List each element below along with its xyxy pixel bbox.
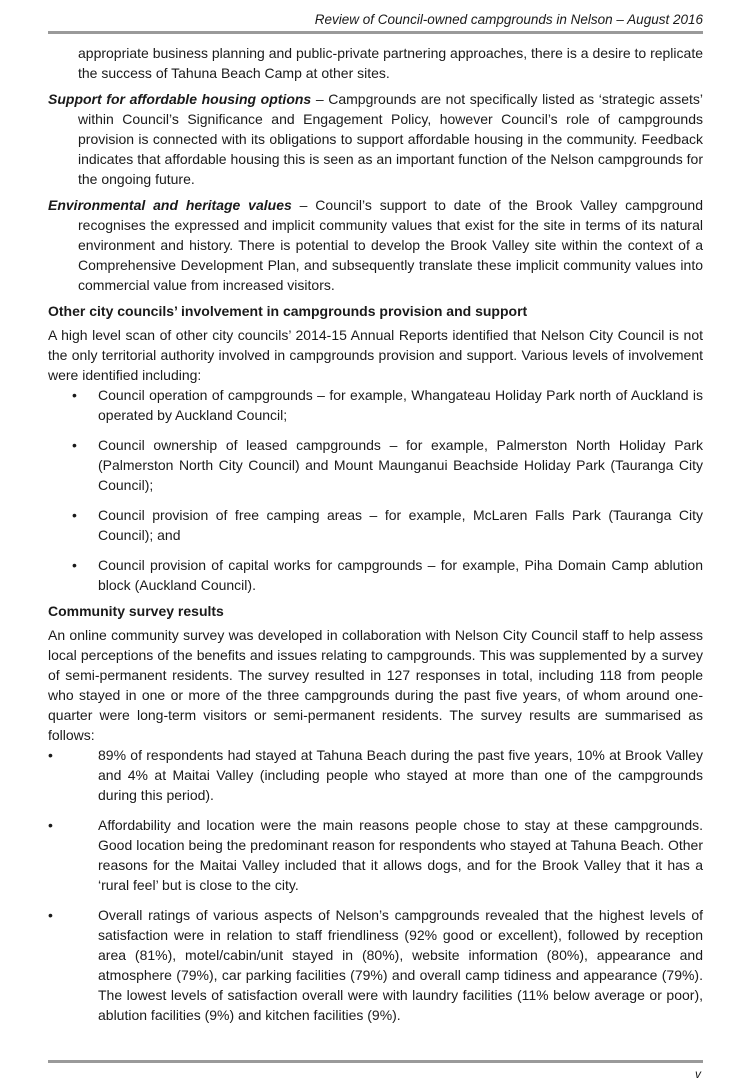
bullet-icon: • bbox=[48, 817, 53, 833]
intro-continuation: appropriate business planning and public-private partnering approaches, there is a desire to replicate the success of Tahuna Beach Camp at other sites. bbox=[78, 45, 703, 81]
item-text: – Council’s support to date of the Brook Valley campground recognises the expressed and implicit community values that exist for the site in terms of its natural environment and history. There is potential to develop the Brook Valley site within the context of a Comprehensive Development Plan, and subsequently translate these implicit community values into commercial value from increased visitors. bbox=[78, 197, 703, 293]
bullet-icon: • bbox=[72, 507, 77, 523]
footer-rule bbox=[48, 1060, 703, 1063]
running-header: Review of Council-owned campgrounds in Nelson – August 2016 bbox=[314, 12, 703, 27]
section-heading-councils: Other city councils’ involvement in campgrounds provision and support bbox=[48, 303, 528, 319]
list-item bbox=[48, 435, 703, 495]
survey-results-list bbox=[48, 745, 703, 1025]
section-heading-survey: Community survey results bbox=[48, 603, 224, 619]
list-item bbox=[48, 505, 703, 545]
item-lead: Environmental and heritage values bbox=[48, 197, 292, 213]
list-item bbox=[48, 745, 703, 805]
list-item-text: Council ownership of leased campgrounds – for example, Palmerston North Holiday Park (Palmerston North City Council) and Mount Maunganui Beachside Holiday Park (Tauranga City Council); bbox=[98, 437, 703, 493]
list-item-text: 89% of respondents had stayed at Tahuna Beach during the past five years, 10% at Brook Valley and 4% at Maitai Valley (including people who stayed at more than one of the campgrounds during this period). bbox=[98, 747, 703, 803]
list-item-text: Council operation of campgrounds – for example, Whangateau Holiday Park north of Auckland is operated by Auckland Council; bbox=[98, 387, 703, 423]
list-item bbox=[48, 385, 703, 425]
list-item-text: Council provision of capital works for campgrounds – for example, Piha Domain Camp ablution block (Auckland Council). bbox=[98, 557, 703, 593]
bullet-icon: • bbox=[72, 437, 77, 453]
list-item bbox=[48, 815, 703, 895]
list-item-text: Affordability and location were the main reasons people chose to stay at these campgrounds. Good location being the predominant reason for respondents who stayed at Tahuna Beach. Other reasons for the Maitai Valley included that it allows dogs, and for the Brook Valley that it has a ‘rural feel’ but is close to the city. bbox=[98, 817, 703, 893]
council-involvement-list bbox=[48, 385, 703, 595]
bullet-icon: • bbox=[48, 747, 53, 763]
item-lead: Support for affordable housing options bbox=[48, 91, 312, 107]
section-paragraph-councils: A high level scan of other city councils’ 2014-15 Annual Reports identified that Nelson City Council is not the only territorial authority involved in campgrounds provision and support. Various levels of involvement were identified including: bbox=[48, 327, 703, 383]
header-rule bbox=[48, 31, 703, 34]
bullet-icon: • bbox=[72, 387, 77, 403]
item-affordable-housing bbox=[48, 89, 703, 189]
item-text: – Campgrounds are not specifically listed as ‘strategic assets’ within Council’s Significance and Engagement Policy, however Council’s role of campgrounds provision is connected with its obligations to support affordable housing in the community. Feedback indicates that affordable housing this is seen as an important function of the Nelson campgrounds for the ongoing future. bbox=[78, 91, 703, 187]
list-item-text: Council provision of free camping areas – for example, McLaren Falls Park (Tauranga City Council); and bbox=[98, 507, 703, 543]
bullet-icon: • bbox=[72, 557, 77, 573]
section-paragraph-survey: An online community survey was developed in collaboration with Nelson City Council staff to help assess local perceptions of the benefits and issues relating to campgrounds. This was supplemented by a survey of semi-permanent residents. The survey resulted in 127 responses in total, including 118 from people who stayed in one or more of the three campgrounds during the past five years, of whom around one-quarter were long-term visitors or semi-permanent residents. The survey results are summarised as follows: bbox=[48, 627, 703, 743]
list-item bbox=[48, 905, 703, 1025]
page-number: v bbox=[695, 1067, 701, 1081]
page-body bbox=[48, 43, 703, 1025]
list-item-text: Overall ratings of various aspects of Nelson’s campgrounds revealed that the highest levels of satisfaction were in relation to staff friendliness (92% good or excellent), followed by reception area (81%), motel/cabin/unit stayed in (80%), website information (80%), appearance and atmosphere (79%), car parking facilities (79%) and overall camp tidiness and appearance (79%). The lowest levels of satisfaction overall were with laundry facilities (11% below average or poor), ablution facilities (9%) and kitchen facilities (9%). bbox=[98, 907, 703, 1023]
list-item bbox=[48, 555, 703, 595]
bullet-icon: • bbox=[48, 907, 53, 923]
item-environmental-heritage bbox=[48, 195, 703, 295]
